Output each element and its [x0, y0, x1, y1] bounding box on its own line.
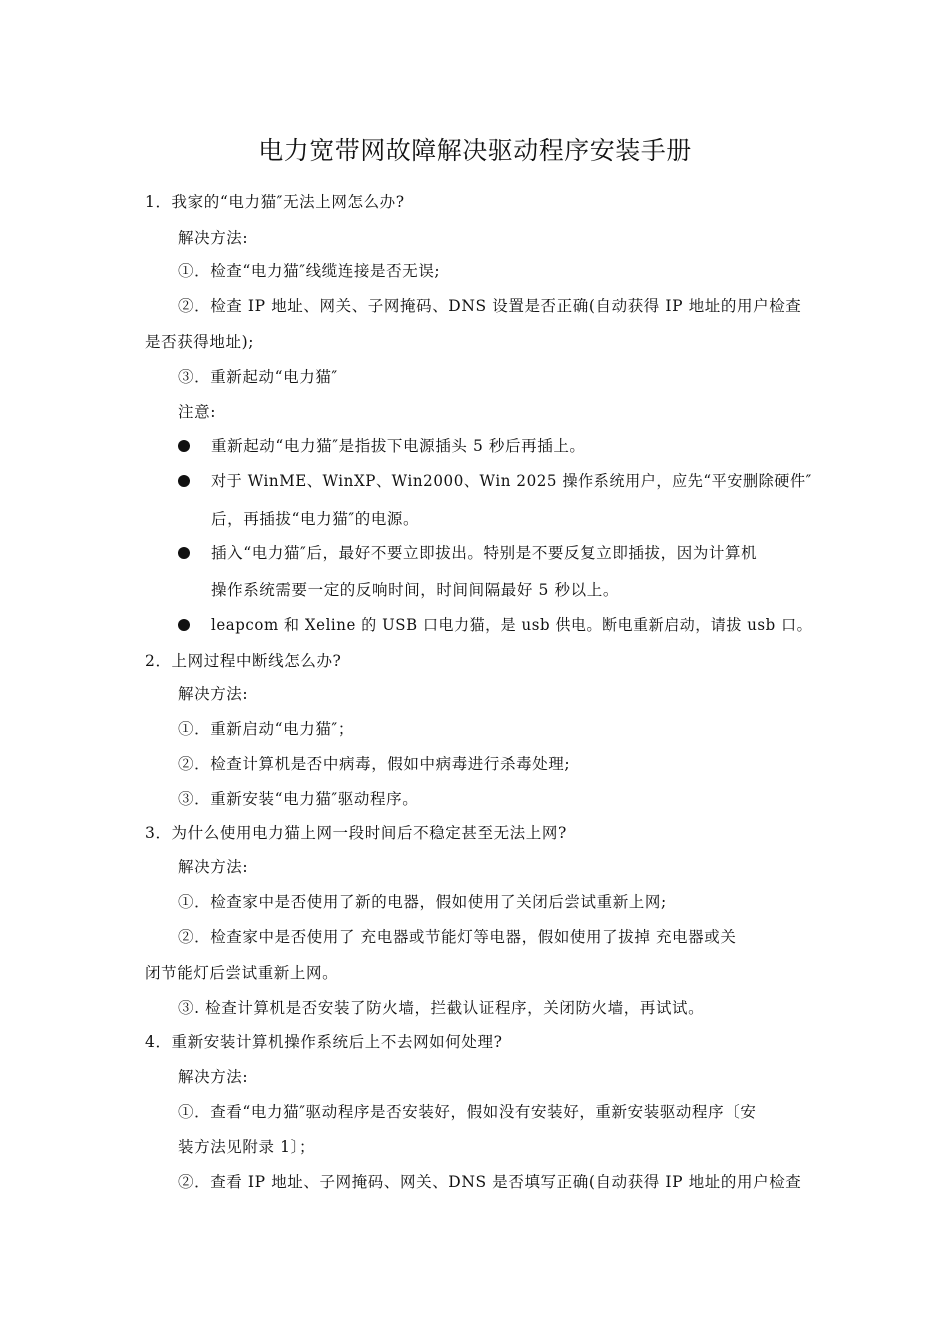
- solution-label: 解决方法:: [178, 1068, 249, 1086]
- question-4: 4．重新安装计算机操作系统后上不去网如何处理?: [145, 1033, 503, 1051]
- question-2: 2．上网过程中断线怎么办?: [145, 652, 342, 670]
- step-item: ②．检查 IP 地址、网关、子网掩码、DNS 设置是否正确(自动获得 IP 地址的用户检查: [178, 297, 802, 315]
- note-item: 对于 WinME、WinXP、Win2000、Win 2025 操作系统用户，应先“平安删除硬件″: [211, 472, 812, 490]
- note-item: leapcom 和 Xeline 的 USB 口电力猫，是 usb 供电。断电重新启动，请拔 usb 口。: [211, 616, 813, 634]
- solution-label: 解决方法:: [178, 685, 249, 703]
- step-item-continued: 闭节能灯后尝试重新上网。: [145, 964, 339, 982]
- step-item: ②．查看 IP 地址、子网掩码、网关、DNS 是否填写正确(自动获得 IP 地址的用户检查: [178, 1173, 802, 1191]
- step-item: ③．重新起动“电力猫″: [178, 368, 338, 386]
- solution-label: 解决方法:: [178, 229, 249, 247]
- note-item-continued: 后，再插拔“电力猫″的电源。: [211, 510, 420, 528]
- step-item: ①．检查“电力猫″线缆连接是否无误;: [178, 262, 441, 280]
- solution-label: 解决方法:: [178, 858, 249, 876]
- note-item: 重新起动“电力猫″是指拔下电源插头 5 秒后再插上。: [211, 437, 586, 455]
- document-title: 电力宽带网故障解决驱动程序安装手册: [258, 136, 692, 165]
- step-item: ②．检查计算机是否中病毒，假如中病毒进行杀毒处理;: [178, 755, 571, 773]
- step-item: ①．检查家中是否使用了新的电器，假如使用了关闭后尝试重新上网;: [178, 893, 667, 911]
- bullet-icon: [178, 547, 190, 559]
- step-item: ②．检查家中是否使用了 充电器或节能灯等电器，假如使用了拔掉 充电器或关: [178, 928, 737, 946]
- step-item-continued: 装方法见附录 1〕；: [178, 1138, 316, 1156]
- note-item-continued: 操作系统需要一定的反响时间，时间间隔最好 5 秒以上。: [211, 581, 619, 599]
- question-3: 3．为什么使用电力猫上网一段时间后不稳定甚至无法上网?: [145, 824, 567, 842]
- bullet-icon: [178, 619, 190, 631]
- step-item-continued: 是否获得地址);: [145, 333, 255, 351]
- step-item: ①．查看“电力猫″驱动程序是否安装好，假如没有安装好，重新安装驱动程序〔安: [178, 1103, 757, 1121]
- note-item: 插入“电力猫″后，最好不要立即拔出。特别是不要反复立即插拔，因为计算机: [211, 544, 758, 562]
- question-1: 1．我家的“电力猫″无法上网怎么办?: [145, 193, 405, 211]
- note-label: 注意:: [178, 403, 217, 421]
- step-item: ③．重新安装“电力猫″驱动程序。: [178, 790, 419, 808]
- step-item: ③. 检查计算机是否安装了防火墙，拦截认证程序，关闭防火墙，再试试。: [178, 999, 705, 1017]
- step-item: ①．重新启动“电力猫″；: [178, 720, 354, 738]
- bullet-icon: [178, 440, 190, 452]
- bullet-icon: [178, 475, 190, 487]
